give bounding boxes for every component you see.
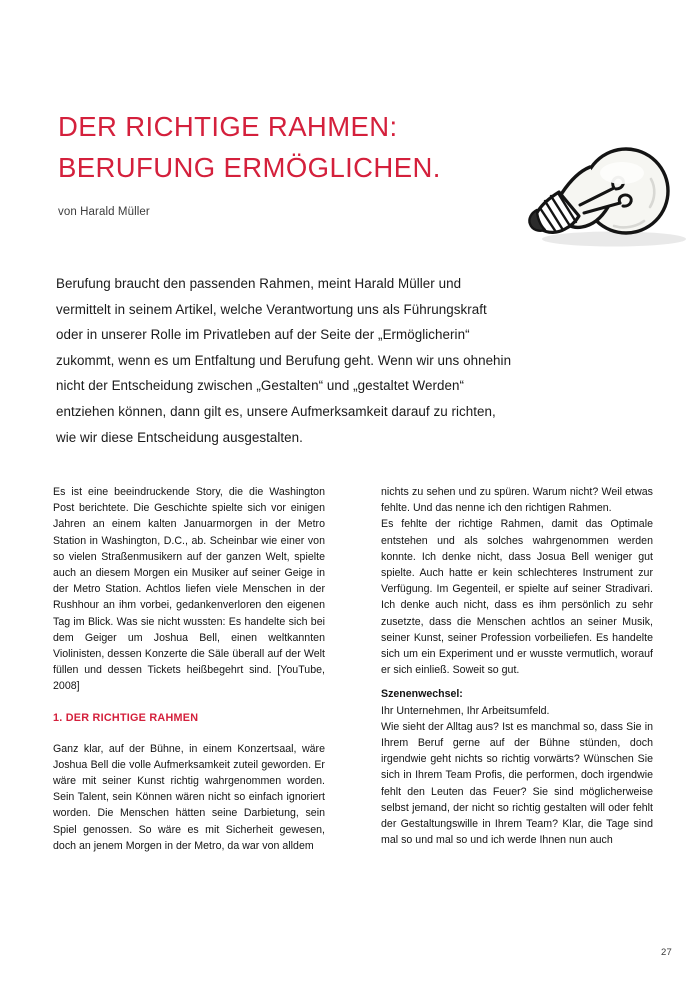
lead-line: vermittelt in seinem Artikel, welche Verantwortung uns als Führungskraft	[56, 301, 487, 317]
body-paragraph: Ihr Unternehmen, Ihr Arbeitsumfeld.	[381, 704, 550, 717]
title-line-1: DER RICHTIGE RAHMEN:	[58, 111, 398, 142]
spacer	[381, 678, 653, 686]
lead-line: zukommt, wenn es um Entfaltung und Berufung geht. Wenn wir uns ohnehin	[56, 352, 512, 368]
lead-line: Berufung braucht den passenden Rahmen, meint Harald Müller und	[56, 276, 462, 291]
body-paragraph: Ganz klar, auf der Bühne, in einem Konzertsaal, wäre Joshua Bell die volle Aufmerksamkeit zuteil geworden. Er wäre mit seiner Kunst richtig wahrgenommen worden. Sein Talent, sein Können wären nicht so einfach ignoriert worden. Die Menschen hätten seine Darbietung, sein Spiel genossen. So wäre es mit Sicherheit gewesen, doch an jenem Morgen in der Metro, da war von alldem	[53, 742, 325, 852]
spacer	[53, 726, 325, 741]
author-byline: von Harald Müller	[58, 206, 150, 218]
lead-line: wie wir diese Entscheidung ausgestalten.	[56, 429, 303, 445]
body-paragraph: Es fehlte der richtige Rahmen, damit das Optimale entstehen und als solches wahrgenommen werden konnte. Ich denke nicht, dass Josua Bell weniger gut spielte. Auch hatte er kein schlechteres Instrument zur Verfügung. Im Gegenteil, er spielte auf seiner Stradivari. Ich denke auch nicht, dass es ihm persönlich zu sehr zusetzte, dass die Menschen achtlos an seiner Musik, seiner Kunst, seiner Profession vorbeiliefen. Es handelte sich um ein Experiment und er wusste vermutlich, worauf er sich einließ. Soweit so gut.	[381, 518, 653, 677]
body-paragraph: Es ist eine beeindruckende Story, die die Washington Post berichtete. Die Geschichte spielte sich vor einigen Jahren an einem kalten Januarmorgen in der Metro Station in Washington, D.C., ab. Scheinbar wie einer von so vielen Straßenmusikern auf der ganzen Welt, spielte auch an diesem Morgen ein Musiker auf seiner Geige in der Metro Station. Achtlos liefen viele Menschen in der Rushhour an ihm vorbei, gedankenverloren den eigenen Tag im Blick. Was sie nicht wussten: Es handelte sich bei dem Geiger um Joshua Bell, einen weltkannten Violinisten, dessen Konzerte die Säle überall auf der Welt füllen und dessen Tickets heißbegehrt sind. [YouTube, 2008]	[53, 486, 325, 693]
title-line-2: BERUFUNG ERMÖGLICHEN.	[58, 152, 441, 183]
page-title	[58, 106, 528, 188]
column-left	[53, 484, 325, 854]
column-right	[381, 484, 653, 854]
section-heading: 1. DER RICHTIGE RAHMEN	[53, 711, 199, 724]
lead-line: oder in unserer Rolle im Privatleben auf der Seite der „Ermöglicherin“	[56, 327, 470, 343]
lightbulb-icon	[518, 133, 698, 258]
body-paragraph: nichts zu sehen und zu spüren. Warum nicht? Weil etwas fehlte. Und das nenne ich den richtigen Rahmen.	[381, 486, 653, 515]
lead-line: nicht der Entscheidung zwischen „Gestalten“ und „gestaltet Werden“	[56, 378, 464, 394]
body-paragraph: Wie sieht der Alltag aus? Ist es manchmal so, dass Sie in Ihrem Beruf gerne auf der Bühne stünden, doch irgendwie geht nichts so richtig vorwärts? Wünschen Sie sich in Ihrem Team Profis, die performen, doch irgendwie fehlt den Leuten das Feuer? Sie sind möglicherweise selbst jemand, der nicht so richtig gestalten will oder fehlt der Gestaltungswille in Ihrem Team? Klar, die Tage sind mal so und mal so und ich werde Ihnen nun auch	[381, 720, 653, 847]
spacer	[53, 695, 325, 710]
page-number: 27	[661, 947, 672, 958]
lightbulb-illustration	[518, 133, 698, 258]
subheading-szenenwechsel: Szenenwechsel:	[381, 688, 463, 701]
body-columns	[53, 484, 653, 854]
lead-line: entziehen können, dann gilt es, unsere Aufmerksamkeit darauf zu richten,	[56, 403, 496, 419]
lead-paragraph	[56, 271, 616, 450]
